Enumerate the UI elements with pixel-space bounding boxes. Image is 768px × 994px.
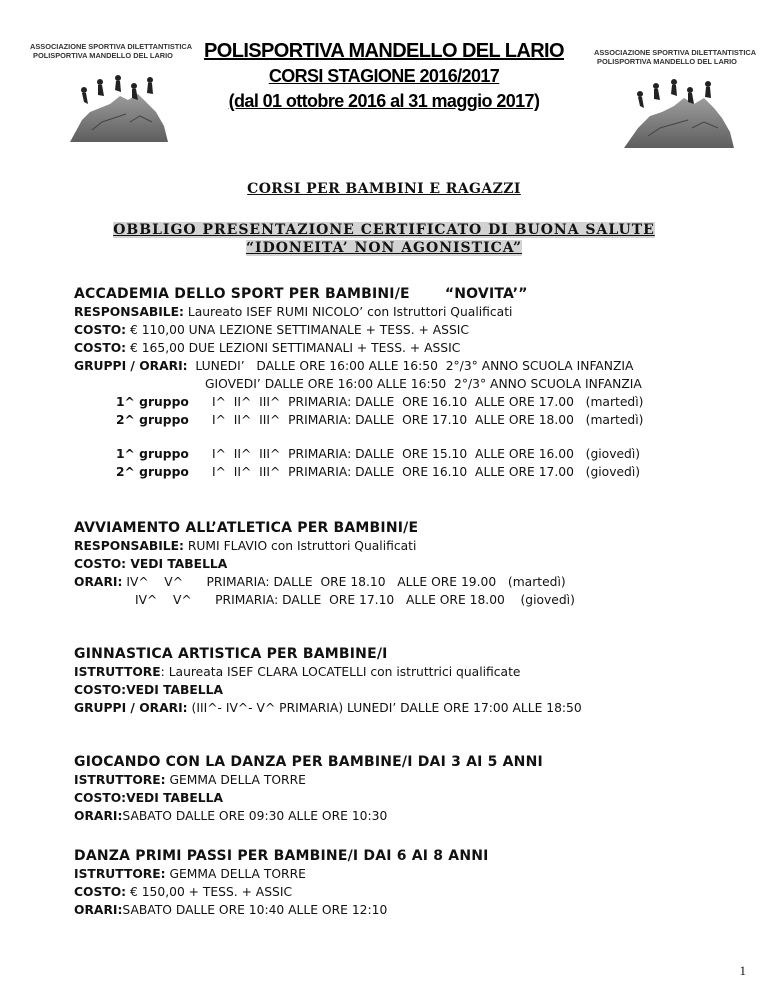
group-label: 1^ gruppo bbox=[116, 447, 189, 461]
istr-label: ISTRUTTORE bbox=[74, 665, 161, 679]
page-number: 1 bbox=[739, 963, 746, 978]
gruppi-value: (III^- IV^- V^ PRIMARIA) LUNEDI’ DALLE ORE 17:00 ALLE 18:50 bbox=[187, 701, 582, 715]
notice-line2: “IDONEITA’ NON AGONISTICA” bbox=[245, 240, 523, 256]
schedule-text: I^ II^ III^ PRIMARIA: DALLE ORE 16.10 ALLE ORE 17.00 (martedì) bbox=[212, 395, 644, 409]
accademia-costo2 bbox=[74, 340, 460, 356]
gruppi-value-2: GIOVEDI’ DALLE ORE 16:00 ALLE 16:50 2°/3° ANNO SCUOLA INFANZIA bbox=[205, 377, 642, 391]
orari-label: ORARI: bbox=[74, 809, 123, 823]
costo-text: COSTO:VEDI TABELLA bbox=[74, 791, 223, 805]
section-title-primi-passi: DANZA PRIMI PASSI PER BAMBINE/I DAI 6 AI 8 ANNI bbox=[74, 848, 489, 864]
banner-title: CORSI PER BAMBINI E RAGAZZI bbox=[247, 181, 521, 197]
costo-label: COSTO: bbox=[74, 885, 127, 899]
atletica-costo bbox=[74, 556, 227, 572]
istr-label: ISTRUTTORE: bbox=[74, 773, 166, 787]
ginnastica-istr bbox=[74, 664, 520, 680]
accademia-title: ACCADEMIA DELLO SPORT PER BAMBINI/E bbox=[74, 286, 410, 302]
accademia-gruppi bbox=[74, 358, 633, 374]
group-label: 2^ gruppo bbox=[116, 413, 189, 427]
orari-value: IV^ V^ PRIMARIA: DALLE ORE 18.10 ALLE ORE 19.00 (martedì) bbox=[122, 575, 566, 589]
accademia-costo1 bbox=[74, 322, 469, 338]
schedule-row bbox=[116, 464, 640, 480]
health-certificate-notice-2 bbox=[0, 240, 768, 256]
primi-passi-istr bbox=[74, 866, 306, 882]
istr-value: : Laureata ISEF CLARA LOCATELLI con istruttrici qualificate bbox=[160, 665, 521, 679]
primi-passi-costo bbox=[74, 884, 292, 900]
novita-badge: “NOVITA’” bbox=[444, 286, 528, 302]
costo-text: COSTO:VEDI TABELLA bbox=[74, 683, 223, 697]
istr-value: GEMMA DELLA TORRE bbox=[165, 773, 306, 787]
schedule-text: I^ II^ III^ PRIMARIA: DALLE ORE 16.10 ALLE ORE 17.00 (giovedì) bbox=[212, 465, 641, 479]
resp-value: Laureato ISEF RUMI NICOLO’ con Istruttori Qualificati bbox=[183, 305, 513, 319]
accademia-gruppi-2 bbox=[205, 376, 642, 392]
resp-value: RUMI FLAVIO con Istruttori Qualificati bbox=[183, 539, 417, 553]
resp-label: RESPONSABILE: bbox=[74, 305, 184, 319]
header-title: POLISPORTIVA MANDELLO DEL LARIO bbox=[204, 40, 564, 62]
logo-caption-line1: ASSOCIAZIONE SPORTIVA DILETTANTISTICA bbox=[594, 48, 757, 57]
costo-value: € 110,00 UNA LEZIONE SETTIMANALE + TESS. + ASSIC bbox=[126, 323, 469, 337]
gruppi-value: LUNEDI’ DALLE ORE 16:00 ALLE 16:50 2°/3° ANNO SCUOLA INFANZIA bbox=[187, 359, 634, 373]
health-certificate-notice bbox=[0, 222, 768, 238]
notice-line1: OBBLIGO PRESENTAZIONE CERTIFICATO DI BUONA SALUTE bbox=[113, 222, 655, 238]
schedule-row bbox=[116, 412, 643, 428]
section-banner bbox=[0, 181, 768, 197]
costo-text: COSTO: VEDI TABELLA bbox=[74, 557, 228, 571]
schedule-text: I^ II^ III^ PRIMARIA: DALLE ORE 15.10 ALLE ORE 16.00 (giovedì) bbox=[212, 447, 641, 461]
istr-label: ISTRUTTORE: bbox=[74, 867, 166, 881]
logo-caption-line2: POLISPORTIVA MANDELLO DEL LARIO bbox=[597, 57, 737, 66]
logo-caption-line2: POLISPORTIVA MANDELLO DEL LARIO bbox=[33, 51, 173, 60]
gruppi-label: GRUPPI / ORARI: bbox=[74, 701, 188, 715]
primi-passi-orari bbox=[74, 902, 387, 918]
schedule-row bbox=[116, 446, 640, 462]
section-title-giocando: GIOCANDO CON LA DANZA PER BAMBINE/I DAI 3 AI 5 ANNI bbox=[74, 754, 543, 770]
giocando-orari bbox=[74, 808, 387, 824]
resp-label: RESPONSABILE: bbox=[74, 539, 184, 553]
schedule-row bbox=[116, 394, 643, 410]
orari-value: SABATO DALLE ORE 09:30 ALLE ORE 10:30 bbox=[122, 809, 388, 823]
group-label: 1^ gruppo bbox=[116, 395, 189, 409]
orari-label: ORARI: bbox=[74, 575, 123, 589]
group-label: 2^ gruppo bbox=[116, 465, 189, 479]
orari-value: SABATO DALLE ORE 10:40 ALLE ORE 12:10 bbox=[122, 903, 388, 917]
header-dates: (dal 01 ottobre 2016 al 31 maggio 2017) bbox=[228, 91, 540, 111]
orari-value-2: IV^ V^ PRIMARIA: DALLE ORE 17.10 ALLE ORE 18.00 (giovedì) bbox=[135, 593, 575, 607]
costo-label: COSTO: bbox=[74, 341, 127, 355]
section-title-atletica: AVVIAMENTO ALL’ATLETICA PER BAMBINI/E bbox=[74, 520, 419, 536]
giocando-istr bbox=[74, 772, 306, 788]
header-season: CORSI STAGIONE 2016/2017 bbox=[268, 66, 500, 86]
accademia-resp bbox=[74, 304, 512, 320]
atletica-orari bbox=[74, 574, 566, 590]
orari-label: ORARI: bbox=[74, 903, 123, 917]
istr-value: GEMMA DELLA TORRE bbox=[165, 867, 306, 881]
section-title-accademia bbox=[74, 286, 528, 302]
atletica-orari-2 bbox=[135, 592, 575, 608]
gruppi-label: GRUPPI / ORARI: bbox=[74, 359, 188, 373]
costo-value: € 150,00 + TESS. + ASSIC bbox=[126, 885, 293, 899]
ginnastica-gruppi bbox=[74, 700, 582, 716]
section-title-ginnastica: GINNASTICA ARTISTICA PER BAMBINE/I bbox=[74, 646, 388, 662]
giocando-costo bbox=[74, 790, 223, 806]
atletica-resp bbox=[74, 538, 416, 554]
schedule-text: I^ II^ III^ PRIMARIA: DALLE ORE 17.10 ALLE ORE 18.00 (martedì) bbox=[212, 413, 644, 427]
costo-label: COSTO: bbox=[74, 323, 127, 337]
logo-caption-line1: ASSOCIAZIONE SPORTIVA DILETTANTISTICA bbox=[30, 42, 193, 51]
costo-value: € 165,00 DUE LEZIONI SETTIMANALI + TESS. + ASSIC bbox=[126, 341, 461, 355]
ginnastica-costo bbox=[74, 682, 223, 698]
